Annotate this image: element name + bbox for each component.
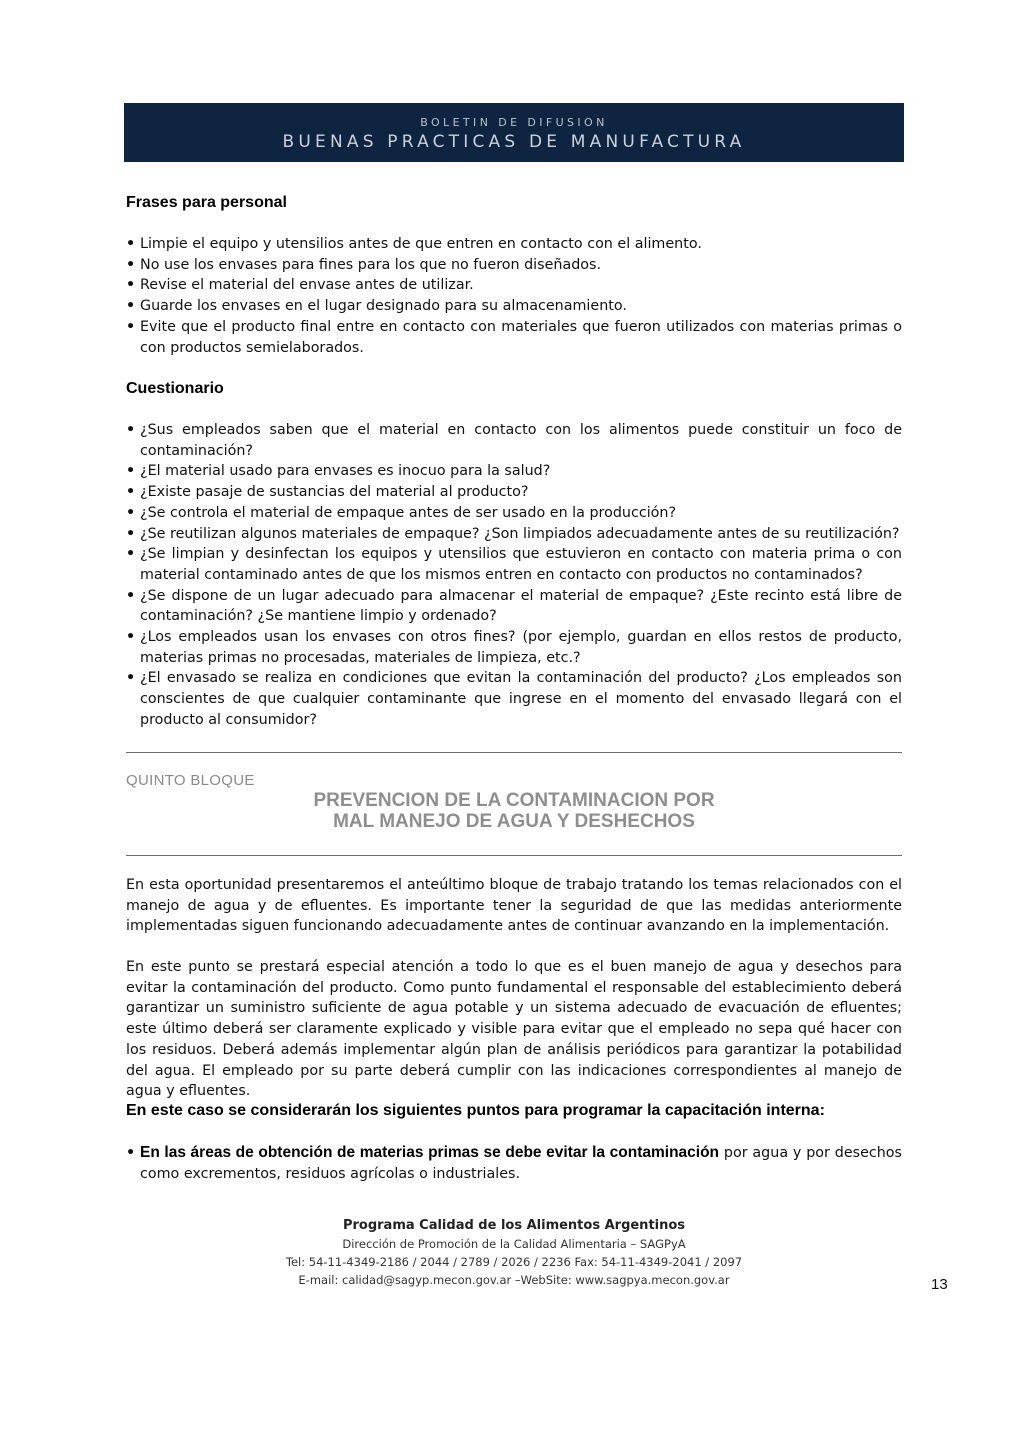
list-item: • No use los envases para fines para los que no fueron diseñados. [126, 255, 902, 276]
list-item: • ¿Sus empleados saben que el material en contacto con los alimentos puede constituir un foco de contaminación? [126, 422, 902, 459]
footer-phone: Tel: 54-11-4349-2186 / 2044 / 2789 / 2026 / 2236 Fax: 54-11-4349-2041 / 2097 [285, 1255, 743, 1269]
page-number: 13 [931, 1276, 948, 1293]
list-item: • ¿Los empleados usan los envases con otros fines? (por ejemplo, guardan en ellos restos de producto, materias primas no procesadas, materiales de limpieza, etc.? [126, 629, 902, 666]
list-item: • ¿Se dispone de un lugar adecuado para almacenar el material de empaque? ¿Este recinto está libre de contaminación? ¿Se mantiene limpio y ordenado? [126, 587, 902, 625]
bullet-icon: • [126, 484, 136, 501]
bullet-icon: • [126, 422, 136, 438]
points-list [126, 1143, 902, 1184]
list-item [126, 1143, 902, 1184]
banner-title: BUENAS PRACTICAS DE MANUFACTURA [282, 132, 746, 152]
list-item: • ¿El material usado para envases es inocuo para la salud? [126, 461, 902, 482]
banner-subtitle: BOLETIN DE DIFUSION [420, 116, 608, 129]
frases-list [126, 234, 902, 358]
footer-direction: Dirección de Promoción de la Calidad Alimentaria – SAGPyA [342, 1237, 686, 1251]
list-item: • ¿Se reutilizan algunos materiales de empaque? ¿Son limpiados adecuadamente antes de su reutilización? [126, 524, 902, 545]
section-divider-top [126, 752, 902, 753]
list-item: • ¿Se controla el material de empaque antes de ser usado en la producción? [126, 503, 902, 524]
bullet-icon: • [126, 1145, 136, 1161]
list-item: • Limpie el equipo y utensilios antes de que entren en contacto con el alimento. [126, 234, 902, 255]
section-title-line1: PREVENCION DE LA CONTAMINACION POR [313, 790, 715, 811]
point-text: por agua y por desechos como excrementos, residuos agrícolas o industriales. [140, 1145, 902, 1182]
bullet-icon: • [126, 670, 136, 687]
bullet-icon: • [126, 504, 136, 521]
cuestionario-list [126, 420, 902, 731]
list-item: • Guarde los envases en el lugar designado para su almacenamiento. [126, 296, 902, 317]
list-item: • ¿Se limpian y desinfectan los equipos y utensilios que estuvieron en contacto con materia prima o con material contaminado antes de que los mismos entren en contacto con productos no contaminados? [126, 546, 902, 583]
capacitacion-heading: En este caso se considerarán los siguientes puntos para programar la capacitación interna: [126, 1102, 825, 1119]
bullet-icon: • [126, 318, 136, 335]
bullet-icon: • [126, 298, 136, 315]
bullet-icon: • [126, 629, 136, 646]
list-item: • ¿El envasado se realiza en condiciones que evitan la contaminación del producto? ¿Los empleados son conscientes de que cualquier contaminante que ingrese en el momento del envasado llegará con el producto al consumidor? [126, 670, 902, 728]
cuestionario-heading: Cuestionario [126, 380, 224, 397]
bullet-icon: • [126, 277, 136, 294]
bullet-icon: • [126, 256, 136, 273]
intro-paragraph: En esta oportunidad presentaremos el anteúltimo bloque de trabajo tratando los temas relacionados con el manejo de agua y de efluentes. Es importante tener la seguridad de que las medidas anteriormente implementadas siguen funcionando adecuadamente antes de continuar avanzando en la implementación. [126, 877, 902, 935]
bullet-icon: • [126, 525, 136, 542]
list-item: • Evite que el producto final entre en contacto con materiales que fueron utilizados con materias primas o con productos semielaborados. [126, 318, 902, 356]
list-item: • Revise el material del envase antes de utilizar. [126, 275, 902, 296]
section-divider-bottom [126, 855, 902, 856]
frases-heading: Frases para personal [126, 194, 287, 211]
footer-contact: E-mail: calidad@sagyp.mecon.gov.ar –WebSite: www.sagpya.mecon.gov.ar [298, 1273, 730, 1287]
point-bold-text: En las áreas de obtención de materias primas se debe evitar la contaminación [140, 1144, 720, 1161]
section-title-line2: MAL MANEJO DE AGUA Y DESHECHOS [333, 811, 695, 832]
bullet-icon: • [126, 236, 136, 252]
header-banner [124, 103, 904, 162]
bullet-icon: • [126, 463, 136, 480]
bullet-icon: • [126, 546, 136, 563]
list-item: • ¿Existe pasaje de sustancias del material al producto? [126, 482, 902, 503]
footer [126, 1217, 902, 1289]
section-label: QUINTO BLOQUE [126, 772, 255, 789]
bullet-icon: • [126, 587, 136, 604]
footer-org: Programa Calidad de los Alimentos Argentinos [342, 1218, 686, 1233]
body-paragraph: En este punto se prestará especial atención a todo lo que es el buen manejo de agua y desechos para evitar la contaminación del producto. Como punto fundamental el responsable del establecimiento deberá garantizar un suministro suficiente de agua potable y un sistema adecuado de evacuación de efluentes; este último deberá ser claramente explicado y visible para evitar que el empleado no sepa qué hacer con los residuos. Deberá además implementar algún plan de análisis periódicos para garantizar la potabilidad del agua. El empleado por su parte deberá cumplir con las indicaciones correspondientes al manejo de agua y efluentes. [126, 959, 902, 1100]
section-title [126, 790, 902, 832]
